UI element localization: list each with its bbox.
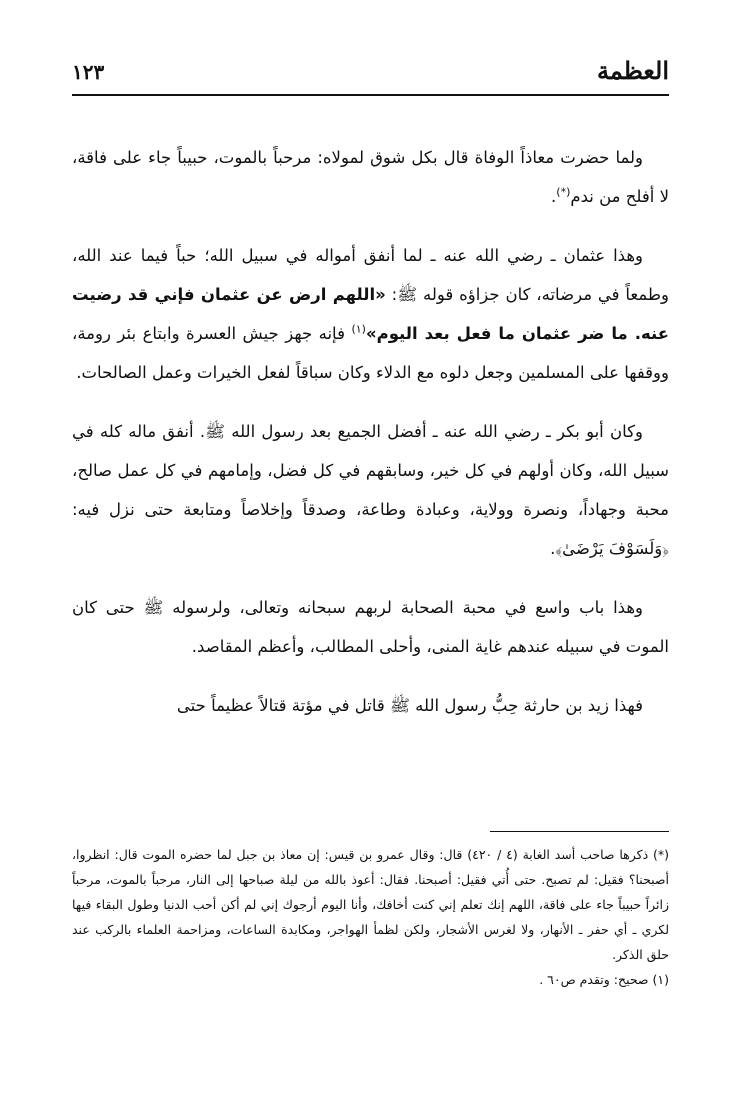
paragraph-abubakr xyxy=(72,412,669,568)
paragraph-rest: فإنه جهز جيش العسرة وابتاع بئر رومة، ووقفها على المسلمين وجعل دلوه مع الدلاء وكان سباقاً لفعل الخيرات وعمل الصالحات. xyxy=(72,324,669,382)
hadith-quote: «اللهم ارض عن عثمان فإني قد رضيت عنه. ما ضر عثمان ما فعل بعد اليوم» xyxy=(72,285,669,343)
paragraph-text: وهذا باب واسع في محبة الصحابة لربهم سبحانه وتعالى، ولرسوله ﷺ حتى كان الموت في سبيله عندهم غاية المنى، وأحلى المطالب، وأعظم المقاصد. xyxy=(72,598,669,656)
footnote-marker: (١) xyxy=(351,322,366,336)
paragraph-end: . xyxy=(551,187,557,206)
footnote-star: (*) ذكرها صاحب أسد الغابة (٤ / ٤٢٠) قال: وقال عمرو بن قيس: إن معاذ بن جبل لما حضره الموت قال: انظروا، أصبحنا؟ فقيل: لم تصبح. حتى أُتي فقيل: أصبحنا. فقال: أعوذ بالله من ليلة صباحها إلى النار، مرحباً بالموت، مرحباً زائراً حبيباً جاء على فاقة، اللهم إنك تعلم إني كنت أخافك، وأنا اليوم أرجوك إني لم أكن أحب الدنيا وطول البقاء فيها لكري ـ أي حفر ـ الأنهار، ولا لغرس الأشجار، ولكن لظمأ الهواجر، ومكابدة الساعات، ومزاحمة العلماء بالركب عند حلق الذكر. xyxy=(72,847,669,962)
paragraph-text: فهذا زيد بن حارثة حِبُّ رسول الله ﷺ قاتل في مؤتة قتالاً عظيماً حتى xyxy=(176,696,643,715)
paragraph-intro: وهذا عثمان ـ رضي الله عنه ـ لما أنفق أمواله في سبيل الله؛ حباً فيما عند الله، وطمعاً في مرضاته، كان جزاؤه قوله ﷺ: xyxy=(72,246,669,304)
paragraph-muadh xyxy=(72,138,669,216)
footnote-divider xyxy=(490,831,669,832)
paragraph-zaid xyxy=(72,686,669,725)
footnote-one: (١) صحيح: وتقدم ص٦٠ . xyxy=(539,972,669,987)
page-number: ١٢٣ xyxy=(72,60,105,84)
footnotes xyxy=(72,842,669,992)
paragraph-uthman xyxy=(72,236,669,392)
paragraph-text: ولما حضرت معاذاً الوفاة قال بكل شوق لمولاه: مرحباً بالموت، حبيباً جاء على فاقة، لا أفلح من ندم xyxy=(72,148,669,206)
running-title: العظمة xyxy=(597,56,669,85)
page-header xyxy=(72,52,669,92)
paragraph-text: وكان أبو بكر ـ رضي الله عنه ـ أفضل الجميع بعد رسول الله ﷺ. أنفق ماله كله في سبيل الله، وكان أولهم في كل خير، وسابقهم في كل فضل، وإمامهم في كل عمل صالح، محبة وجهاداً، ونصرة وولاية، وعبادة وطاعة، وصدقاً وإخلاصاً ومتابعة حتى نزل فيه: ﴿وَلَسَوْفَ يَرْضَىٰ﴾. xyxy=(72,422,669,558)
footnote-marker: (*) xyxy=(556,185,571,199)
paragraph-companions xyxy=(72,588,669,666)
header-rule xyxy=(72,94,669,96)
main-text xyxy=(72,138,669,725)
